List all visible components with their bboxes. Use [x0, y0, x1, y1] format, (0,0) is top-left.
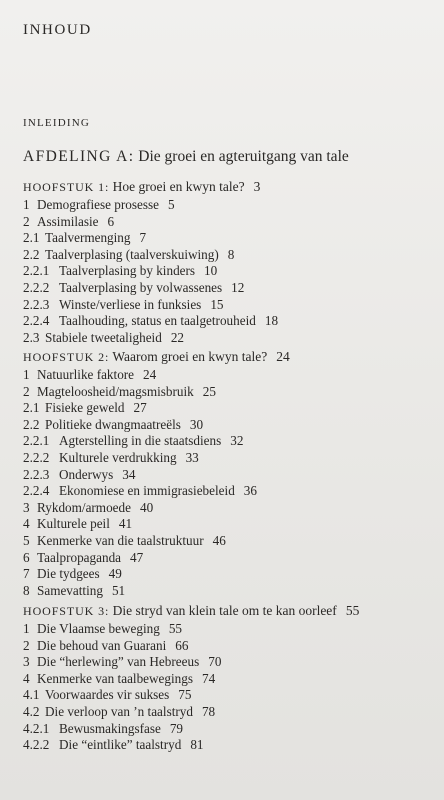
entry-title: Natuurlike faktore	[37, 367, 135, 382]
entry-page: 6	[107, 213, 115, 229]
chapter-page: 24	[276, 349, 290, 364]
entry-page: 12	[231, 279, 245, 295]
entry-page: 34	[122, 466, 136, 482]
chapter-3	[23, 601, 443, 754]
entry-page: 18	[264, 313, 279, 329]
entry-number: 5	[23, 532, 30, 548]
entry-page: 81	[190, 737, 204, 753]
entry-title: Taalverplasing by volwassenes	[59, 279, 223, 295]
toc-entry	[23, 400, 443, 417]
entry-page: 51	[111, 582, 126, 598]
entry-page: 10	[204, 263, 218, 279]
toc-entry	[23, 433, 443, 450]
toc-entry	[23, 654, 443, 671]
entry-number: 4	[23, 670, 30, 686]
entry-page: 5	[167, 197, 175, 212]
entry-number: 4.2	[23, 703, 40, 719]
entry-page: 78	[201, 703, 216, 719]
entry-title: Samevatting	[37, 582, 103, 598]
entry-number: 2.1	[23, 400, 40, 416]
chapter-heading	[23, 177, 443, 197]
chapter-1	[23, 177, 443, 346]
chapter-label: HOOFSTUK 3:	[23, 604, 110, 618]
entry-title: Taalverplasing (taalverskuiwing)	[45, 246, 219, 262]
entry-title: Kenmerke van die taalstruktuur	[37, 532, 204, 548]
entry-title: Taalhouding, status en taalgetrouheid	[59, 313, 256, 329]
entry-page: 70	[208, 654, 222, 670]
entry-number: 2.2.3	[23, 296, 50, 312]
toc-entry	[23, 297, 443, 314]
toc-entry	[23, 721, 443, 738]
chapter-title: Hoe groei en kwyn tale?	[112, 179, 245, 194]
entry-number: 4.1	[23, 687, 40, 703]
entry-title: Ekonomiese en immigrasiebeleid	[59, 483, 235, 499]
entry-page: 36	[243, 483, 257, 499]
entry-number: 2.2.1	[23, 263, 50, 279]
entry-number: 2.2.4	[23, 313, 50, 329]
entry-number: 2.2.2	[23, 279, 50, 295]
entry-page: 79	[169, 720, 184, 736]
toc-entry	[23, 583, 443, 600]
entry-number: 2.2	[23, 416, 40, 432]
entry-number: 2	[23, 213, 30, 229]
chapter-heading	[23, 601, 443, 621]
toc-entry	[23, 533, 443, 550]
entry-title: Die behoud van Guarani	[37, 637, 167, 653]
entry-title: Assimilasie	[37, 213, 99, 229]
entry-page: 40	[139, 499, 154, 515]
entry-number: 2	[23, 637, 30, 653]
entry-title: Politieke dwangmaatreëls	[45, 416, 181, 432]
chapter-heading	[23, 347, 443, 367]
toc-entry	[23, 280, 443, 297]
entry-number: 3	[23, 654, 30, 670]
entry-number: 7	[23, 566, 30, 582]
chapter-page: 55	[345, 603, 360, 618]
toc-entry	[23, 214, 443, 231]
entry-title: Die “herlewing” van Hebreeus	[37, 654, 200, 670]
entry-page: 47	[130, 549, 144, 565]
toc-entry	[23, 550, 443, 567]
toc-entry	[23, 197, 443, 214]
entry-title: Kulturele peil	[37, 516, 110, 532]
entry-number: 4.2.1	[23, 720, 50, 736]
entry-title: Die tydgees	[37, 566, 100, 582]
entry-page: 75	[178, 687, 192, 703]
chapter-label: HOOFSTUK 2:	[23, 350, 110, 364]
entry-page: 15	[210, 296, 224, 312]
toc-entry	[23, 704, 443, 721]
entry-page: 22	[170, 329, 185, 345]
toc-entry	[23, 671, 443, 688]
toc-entry	[23, 737, 443, 754]
part-title: Die groei en agteruitgang van tale	[138, 148, 349, 165]
toc-entry	[23, 247, 443, 264]
entry-page: 33	[185, 449, 199, 465]
toc-entry	[23, 467, 443, 484]
toc-entry	[23, 566, 443, 583]
entry-number: 2.2.3	[23, 466, 50, 482]
entry-page: 8	[227, 246, 235, 262]
entry-number: 2.3	[23, 329, 40, 345]
entry-number: 1	[23, 621, 30, 636]
entry-page: 27	[133, 400, 147, 416]
entry-title: Voorwaardes vir sukses	[45, 687, 170, 703]
toc-entry	[23, 621, 443, 638]
toc-entry	[23, 417, 443, 434]
toc-entry	[23, 500, 443, 517]
entry-page: 25	[202, 383, 216, 399]
chapter-page: 3	[253, 179, 261, 194]
entry-title: Onderwys	[59, 466, 114, 482]
part-label: AFDELING A:	[23, 148, 135, 165]
entry-number: 6	[23, 549, 30, 565]
entry-number: 3	[23, 499, 30, 515]
toc-entry	[23, 367, 443, 384]
toc-entry	[23, 483, 443, 500]
entry-number: 2.2.4	[23, 483, 50, 499]
entry-number: 4.2.2	[23, 737, 50, 753]
entry-number: 4	[23, 516, 30, 532]
toc-entry	[23, 450, 443, 467]
toc-entry	[23, 384, 443, 401]
entry-title: Agterstelling in die staatsdiens	[59, 433, 222, 449]
entry-title: Die Vlaamse beweging	[37, 621, 160, 636]
toc-entry	[23, 330, 443, 347]
entry-page: 55	[168, 621, 182, 636]
entry-page: 24	[143, 367, 157, 382]
entry-page: 66	[175, 637, 189, 653]
toc-entry	[23, 516, 443, 533]
entry-title: Taalpropaganda	[37, 549, 122, 565]
entry-number: 1	[23, 367, 30, 382]
entry-page: 49	[108, 566, 122, 582]
entry-title: Kenmerke van taalbewegings	[37, 670, 193, 686]
entry-title: Taalvermenging	[45, 230, 131, 246]
entry-page: 74	[202, 670, 216, 686]
entry-number: 8	[23, 582, 30, 598]
entry-page: 30	[189, 416, 204, 432]
entry-number: 2.2.2	[23, 449, 50, 465]
entry-title: Die verloop van ’n taalstryd	[45, 703, 193, 719]
toc-entry	[23, 638, 443, 655]
chapter-2	[23, 347, 443, 599]
intro-heading: INLEIDING	[23, 117, 91, 129]
chapter-label: HOOFSTUK 1:	[23, 180, 110, 194]
entry-page: 32	[230, 433, 244, 449]
entry-number: 2.1	[23, 230, 40, 246]
toc-entry	[23, 263, 443, 280]
entry-page: 46	[212, 532, 226, 548]
entry-title: Winste/verliese in funksies	[59, 296, 202, 312]
entry-title: Rykdom/armoede	[37, 499, 131, 515]
entry-page: 41	[118, 516, 133, 532]
entry-title: Stabiele tweetaligheid	[45, 329, 162, 345]
entry-title: Taalverplasing by kinders	[59, 263, 196, 279]
entry-number: 1	[23, 197, 30, 212]
entry-title: Magteloosheid/magsmisbruik	[37, 383, 194, 399]
entry-title: Demografiese prosesse	[37, 197, 159, 212]
entry-title: Fisieke geweld	[45, 400, 125, 416]
chapter-title: Waarom groei en kwyn tale?	[112, 349, 268, 364]
entry-number: 2.2.1	[23, 433, 50, 449]
entry-number: 2.2	[23, 246, 40, 262]
toc-entry	[23, 313, 443, 330]
entry-page: 7	[139, 230, 147, 246]
toc-entry	[23, 687, 443, 704]
entry-title: Bewusmakingsfase	[59, 720, 161, 736]
toc-entry	[23, 230, 443, 247]
entry-title: Kulturele verdrukking	[59, 449, 177, 465]
chapter-title: Die stryd van klein tale om te kan oorleef	[112, 603, 337, 618]
part-heading	[23, 148, 349, 166]
entry-number: 2	[23, 383, 30, 399]
page-title: INHOUD	[23, 22, 92, 38]
entry-title: Die “eintlike” taalstryd	[59, 737, 182, 753]
